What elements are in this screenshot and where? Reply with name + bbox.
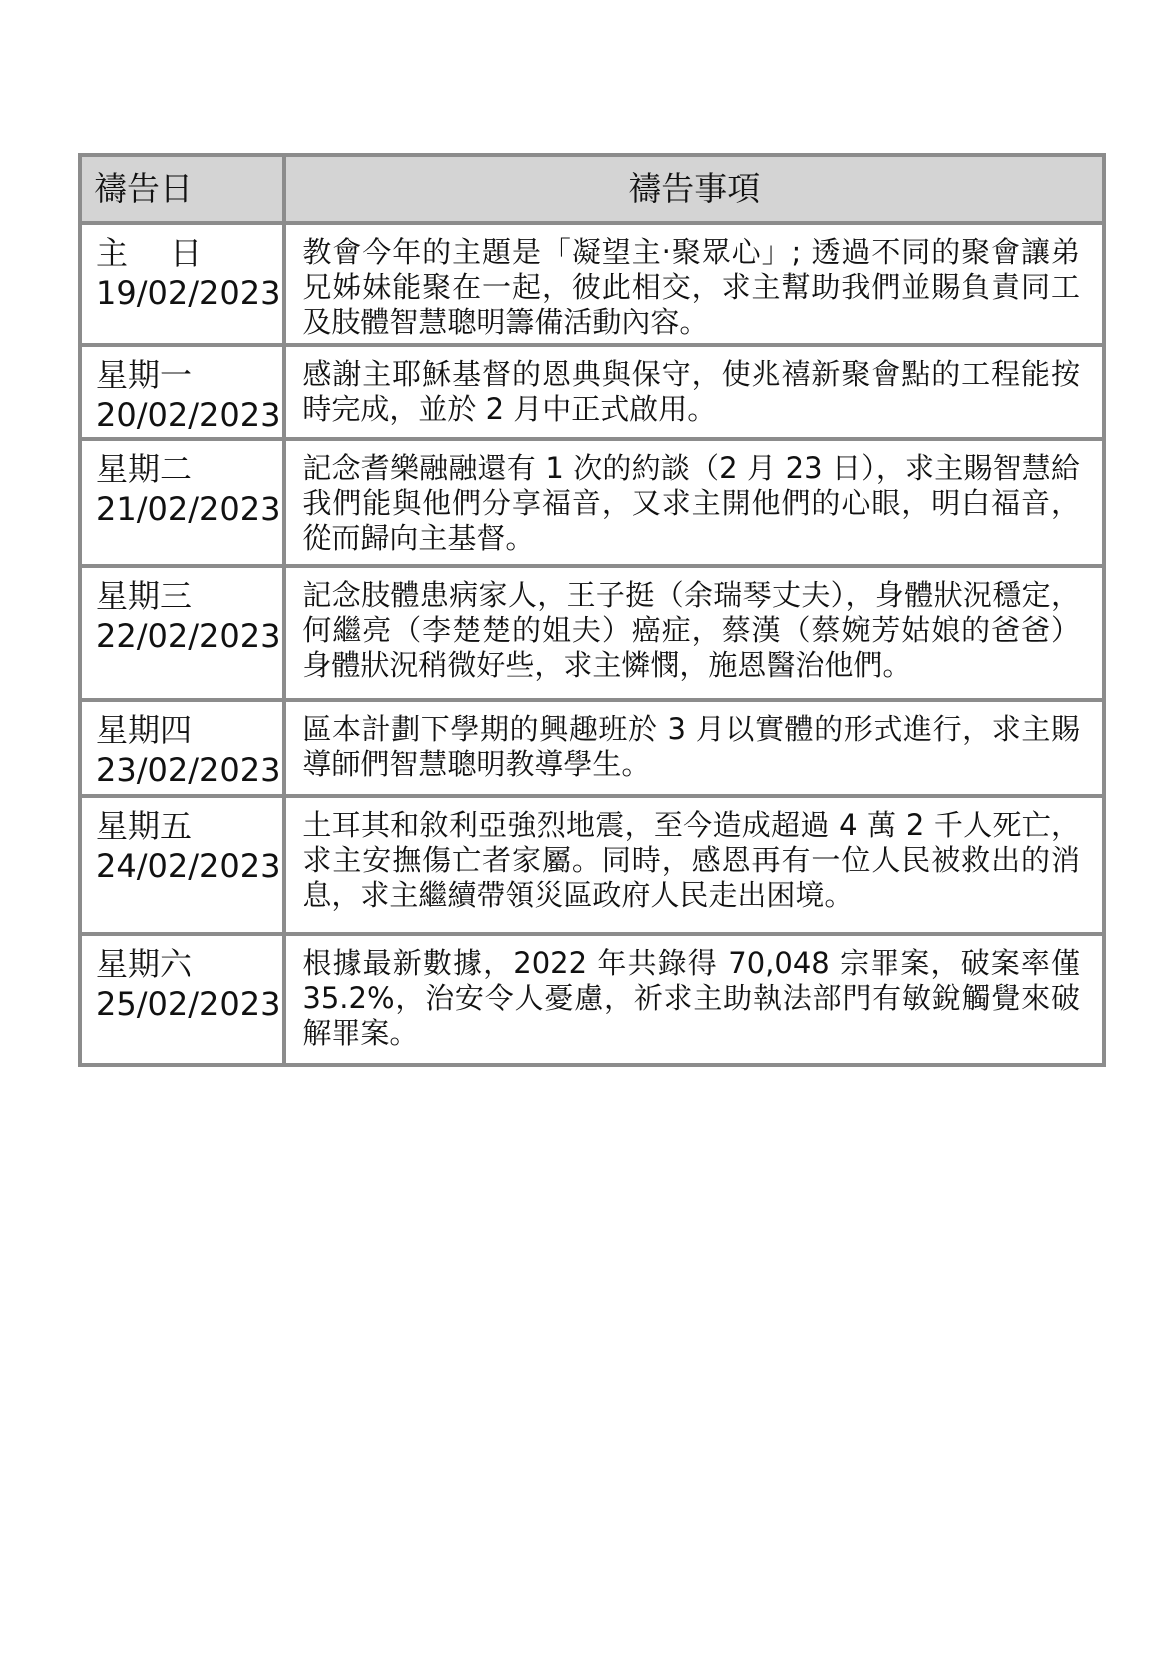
day-date: 25/02/2023 xyxy=(96,985,281,1023)
table-row xyxy=(80,223,1104,345)
header-day: 禱告日 xyxy=(80,155,284,223)
prayer-item-text: 記念肢體患病家人，王子挺（余瑞琴丈夫），身體狀況穩定，何繼亮（李楚楚的姐夫）癌症，蔡漢（蔡婉芳姑娘的爸爸）身體狀況稍微好些，求主憐憫，施恩醫治他們。 xyxy=(302,578,1080,682)
day-cell xyxy=(80,934,284,1065)
day-name: 星期二 xyxy=(96,450,193,488)
day-date: 23/02/2023 xyxy=(96,751,281,789)
prayer-item-text: 感謝主耶穌基督的恩典與保守，使兆禧新聚會點的工程能按時完成，並於 2 月中正式啟用。 xyxy=(302,357,1080,426)
prayer-item-text: 土耳其和敘利亞強烈地震，至今造成超過 4 萬 2 千人死亡，求主安撫傷亡者家屬。同時，感恩再有一位人民被救出的消息，求主繼續帶領災區政府人民走出困境。 xyxy=(302,808,1080,912)
item-cell xyxy=(284,345,1104,439)
prayer-item-text: 根據最新數據，2022 年共錄得 70,048 宗罪案，破案率僅 35.2%，治安令人憂慮，祈求主助執法部門有敏銳觸覺來破解罪案。 xyxy=(302,946,1080,1050)
day-date: 22/02/2023 xyxy=(96,617,281,655)
table-row xyxy=(80,700,1104,796)
table-row xyxy=(80,439,1104,566)
prayer-item-text: 記念耆樂融融還有 1 次的約談（2 月 23 日），求主賜智慧給我們能與他們分享福音，又求主開他們的心眼，明白福音，從而歸向主基督。 xyxy=(302,451,1080,555)
table-row xyxy=(80,345,1104,439)
item-cell xyxy=(284,700,1104,796)
day-name: 星期一 xyxy=(96,356,193,394)
table-header-row xyxy=(80,155,1104,223)
day-name: 主 日 xyxy=(96,234,203,272)
day-cell xyxy=(80,439,284,566)
day-name: 星期五 xyxy=(96,807,193,845)
table-row xyxy=(80,934,1104,1065)
item-cell xyxy=(284,796,1104,934)
day-name: 星期六 xyxy=(96,945,193,983)
item-cell xyxy=(284,223,1104,345)
table-row xyxy=(80,796,1104,934)
day-cell xyxy=(80,796,284,934)
day-name: 星期四 xyxy=(96,711,193,749)
day-date: 19/02/2023 xyxy=(96,274,281,312)
header-item: 禱告事項 xyxy=(284,155,1104,223)
day-cell xyxy=(80,566,284,700)
prayer-schedule-table xyxy=(78,153,1106,1067)
day-date: 21/02/2023 xyxy=(96,490,281,528)
day-date: 20/02/2023 xyxy=(96,396,281,434)
prayer-item-text: 區本計劃下學期的興趣班於 3 月以實體的形式進行，求主賜導師們智慧聰明教導學生。 xyxy=(302,712,1080,781)
day-date: 24/02/2023 xyxy=(96,847,281,885)
day-cell xyxy=(80,223,284,345)
item-cell xyxy=(284,566,1104,700)
table-row xyxy=(80,566,1104,700)
item-cell xyxy=(284,934,1104,1065)
item-cell xyxy=(284,439,1104,566)
day-name: 星期三 xyxy=(96,577,193,615)
day-cell xyxy=(80,345,284,439)
day-cell xyxy=(80,700,284,796)
prayer-item-text: 教會今年的主題是「凝望主‧聚眾心」; 透過不同的聚會讓弟兄姊妹能聚在一起，彼此相交，求主幫助我們並賜負責同工及肢體智慧聰明籌備活動內容。 xyxy=(302,235,1080,339)
